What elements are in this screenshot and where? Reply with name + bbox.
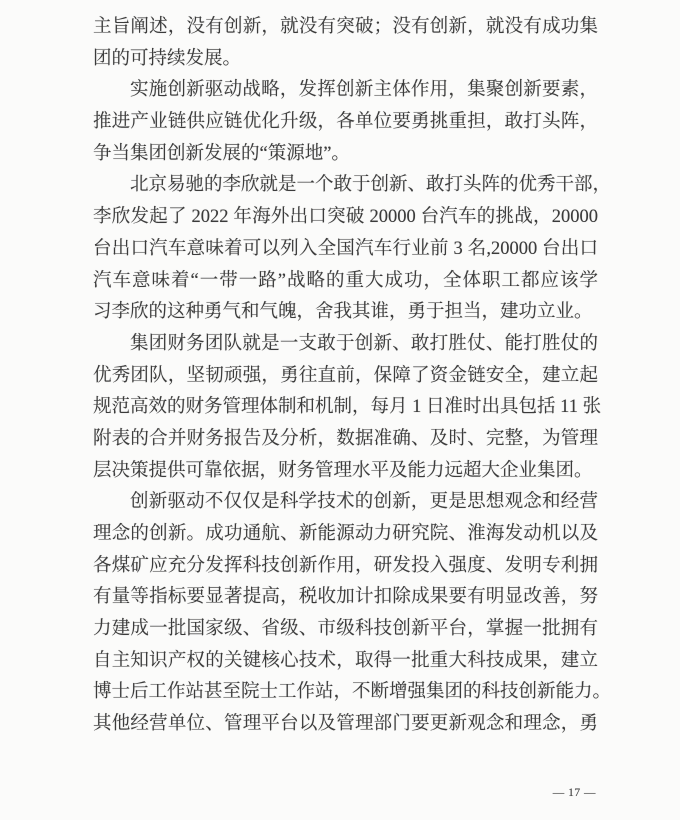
text-line: 主旨阐述，没有创新，就没有突破；没有创新，就没有成功集 (93, 17, 598, 37)
text-line: 实施创新驱动战略，发挥创新主体作用，集聚创新要素， (130, 80, 598, 101)
text-line: 自主知识产权的关键核心技术，取得一批重大科技成果，建立 (93, 650, 598, 671)
text-line: 团的可持续发展。 (93, 48, 242, 69)
text-line: 北京易驰的李欣就是一个敢于创新、敢打头阵的优秀干部， (130, 175, 612, 196)
text-line: 博士后工作站甚至院士工作站，不断增强集团的科技创新能力。 (93, 682, 612, 703)
text-line: 其他经营单位、管理平台以及管理部门要更新观念和理念，勇 (93, 714, 598, 735)
text-line: 优秀团队，坚韧顽强，勇往直前，保障了资金链安全，建立起 (93, 365, 598, 386)
text-line: 习李欣的这种勇气和气魄，舍我其谁，勇于担当，建功立业。 (93, 302, 593, 323)
text-line: 集团财务团队就是一支敢于创新、敢打胜仗、能打胜仗的 (130, 333, 598, 354)
text-line: 台出口汽车意味着可以列入全国汽车行业前 3 名,20000 台出口 (93, 238, 598, 259)
text-line: 李欣发起了 2022 年海外出口突破 20000 台汽车的挑战，20000 (93, 207, 598, 228)
text-line: 争当集团创新发展的“策源地”。 (93, 143, 350, 164)
text-line: 各煤矿应充分发挥科技创新作用，研发投入强度、发明专利拥 (93, 555, 598, 576)
page-number: — 17 — (552, 787, 596, 799)
text-line: 理念的创新。成功通航、新能源动力研究院、淮海发动机以及 (93, 524, 598, 544)
text-line: 附表的合并财务报告及分析，数据准确、及时、完整，为管理 (93, 428, 598, 449)
text-line: 创新驱动不仅仅是科学技术的创新，更是思想观念和经营 (130, 492, 598, 513)
text-line: 规范高效的财务管理体制和机制，每月 1 日准时出具包括 11 张 (93, 397, 602, 418)
text-line: 力建成一批国家级、省级、市级科技创新平台，掌握一批拥有 (93, 619, 598, 640)
text-line: 层决策提供可靠依据，财务管理水平及能力远超大企业集团。 (93, 460, 593, 481)
body-text (93, 12, 612, 741)
text-line: 汽车意味着“一带一路”战略的重大成功，全体职工都应该学 (93, 270, 598, 291)
text-line: 有量等指标要显著提高，税收加计扣除成果要有明显改善，努 (93, 587, 598, 608)
text-line: 推进产业链供应链优化升级，各单位要勇挑重担，敢打头阵， (93, 112, 598, 133)
